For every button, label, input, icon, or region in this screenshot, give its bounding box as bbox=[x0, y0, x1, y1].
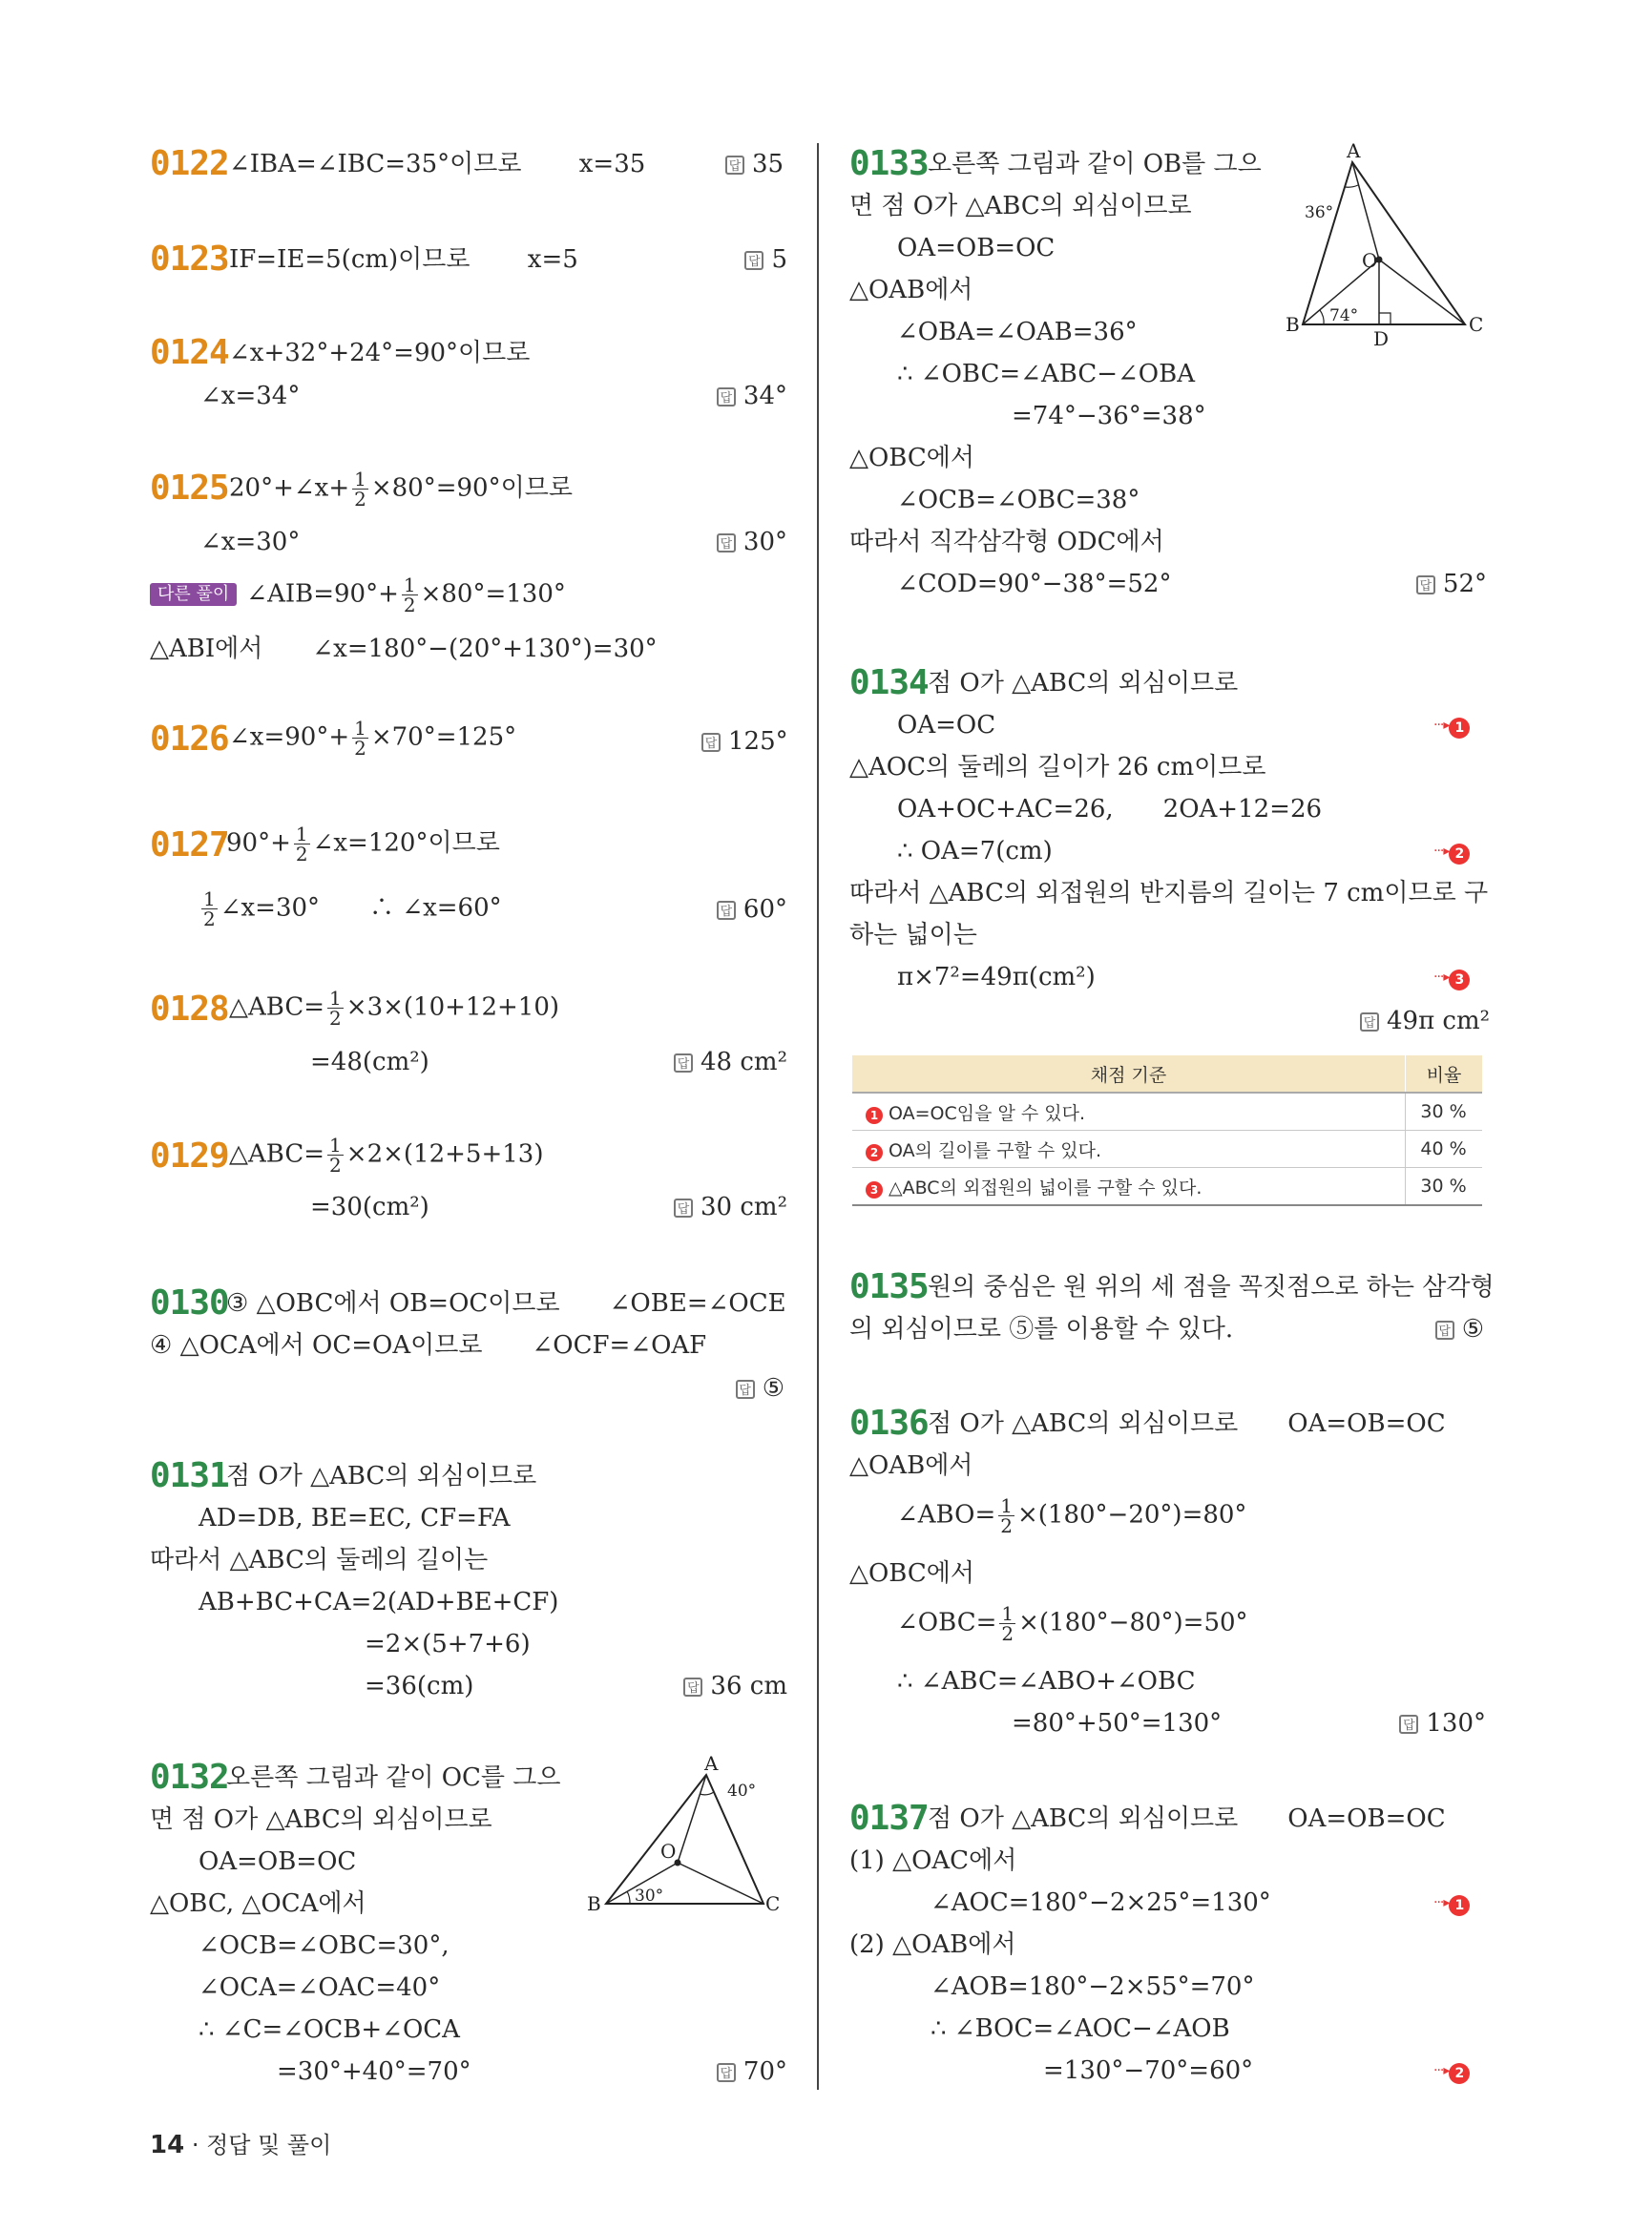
table-row: 1 OA=OC임을 알 수 있다. 30 % bbox=[852, 1093, 1482, 1131]
problem-number: 0123 bbox=[150, 240, 229, 279]
problem-number: 0124 bbox=[150, 333, 229, 372]
expr: ×80°=130° bbox=[420, 579, 566, 609]
fraction: $\frac{1}{2}$ bbox=[295, 823, 308, 865]
column-divider bbox=[817, 143, 819, 2090]
page-footer: 14 · 정답 및 풀이 bbox=[150, 2131, 332, 2159]
criterion-ratio: 30 % bbox=[1406, 1093, 1483, 1131]
answer-icon: 답 bbox=[701, 733, 721, 752]
solution-line: ∠x+32°+24°=90°이므로 bbox=[229, 339, 531, 367]
solution-line: 오른쪽 그림과 같이 OC를 그으 bbox=[226, 1763, 561, 1792]
answer bbox=[740, 243, 787, 276]
vertex-label: A bbox=[704, 1756, 719, 1775]
expr: ×80°=90°이므로 bbox=[370, 473, 573, 503]
answer-value: ⑤ bbox=[762, 1374, 784, 1403]
solution-line: OA=OB=OC bbox=[199, 1847, 357, 1876]
answer-value: 35 bbox=[752, 150, 784, 178]
solution-line: ∠x=30° bbox=[200, 528, 301, 556]
alt-solution-badge: 다른 풀이 bbox=[150, 583, 237, 606]
angle-label: 74° bbox=[1329, 306, 1359, 325]
step-marker: ···▸ 2 bbox=[1433, 835, 1470, 868]
solution-line: ∴ ∠ABC=∠ABO+∠OBC bbox=[897, 1667, 1196, 1696]
problem-number: 0133 bbox=[849, 144, 929, 183]
answer-icon: 답 bbox=[674, 1053, 693, 1073]
solution-line: 오른쪽 그림과 같이 OB를 그으 bbox=[928, 150, 1262, 178]
answer-value: 30 cm² bbox=[701, 1193, 787, 1221]
answer-value: 70° bbox=[742, 2057, 787, 2086]
answer-value: 130° bbox=[1426, 1709, 1486, 1738]
solution-line: △ABC= $\frac{1}{2}$ ×2×(12+5+13) bbox=[229, 1134, 544, 1177]
vertex-label: O bbox=[1362, 249, 1378, 272]
solution-line: ③ △OBC에서 OB=OC이므로 ∠OBE=∠OCE bbox=[226, 1289, 786, 1318]
solution-line bbox=[150, 575, 566, 615]
fraction: $\frac{1}{2}$ bbox=[329, 1134, 342, 1177]
answer-icon: 답 bbox=[1399, 1715, 1418, 1734]
solution-line: ∴ ∠BOC=∠AOC−∠AOB bbox=[931, 2014, 1230, 2043]
answer-icon: 답 bbox=[725, 156, 744, 175]
answer bbox=[711, 526, 787, 558]
solution-line: ∠OCB=∠OBC=30°, bbox=[199, 1931, 450, 1960]
answer bbox=[711, 2055, 787, 2088]
answer bbox=[673, 1046, 787, 1078]
solution-line: 점 O가 △ABC의 외심이므로 OA=OB=OC bbox=[928, 1409, 1446, 1438]
solution-line: ∴ OA=7(cm) bbox=[897, 837, 1053, 865]
answer-value: 48 cm² bbox=[701, 1048, 787, 1076]
solution-line: OA+OC+AC=26, 2OA+12=26 bbox=[897, 795, 1323, 824]
solution-line: ④ △OCA에서 OC=OA이므로 ∠OCF=∠OAF bbox=[150, 1331, 707, 1360]
solution-line: ∠x=34° bbox=[200, 382, 301, 410]
answer-icon: 답 bbox=[717, 387, 736, 407]
triangle-figure-0133 bbox=[1284, 143, 1489, 348]
solution-line: 90°+ $\frac{1}{2}$ ∠x=120°이므로 bbox=[226, 823, 500, 865]
solution-line: IF=IE=5(cm)이므로 x=5 bbox=[229, 245, 578, 274]
problem-number: 0137 bbox=[849, 1799, 929, 1838]
answer-icon: 답 bbox=[717, 901, 736, 920]
solution-line: ∠IBA=∠IBC=35°이므로 x=35 bbox=[229, 150, 646, 178]
answer-value: ⑤ bbox=[1461, 1315, 1484, 1344]
step-marker: ···▸ 3 bbox=[1433, 961, 1470, 994]
answer bbox=[1360, 1005, 1489, 1037]
answer-value: 30° bbox=[742, 528, 787, 556]
answer bbox=[1425, 1313, 1484, 1345]
angle-label: 36° bbox=[1305, 203, 1334, 222]
answer-icon: 답 bbox=[717, 533, 736, 553]
solution-line: =30(cm²) bbox=[310, 1193, 429, 1221]
solution-line: 면 점 O가 △ABC의 외심이므로 bbox=[849, 192, 1192, 220]
solution-line: =130°−70°=60° bbox=[1043, 2056, 1254, 2085]
solution-line: ∠OCA=∠OAC=40° bbox=[199, 1973, 441, 2002]
solution-line: =74°−36°=38° bbox=[1012, 402, 1206, 430]
step-marker: ···▸ 1 bbox=[1433, 1887, 1470, 1920]
answer bbox=[1411, 568, 1487, 600]
answer-icon: 답 bbox=[683, 1678, 702, 1697]
fraction: $\frac{1}{2}$ bbox=[354, 468, 366, 511]
answer-icon: 답 bbox=[1416, 575, 1435, 594]
answer bbox=[711, 893, 787, 926]
solution-line: 점 O가 △ABC의 외심이므로 OA=OB=OC bbox=[928, 1804, 1446, 1833]
step-marker: ···▸ 2 bbox=[1433, 2054, 1470, 2088]
problem-number: 0132 bbox=[150, 1758, 229, 1797]
answer-icon: 답 bbox=[717, 2063, 736, 2082]
fraction: $\frac{1}{2}$ bbox=[403, 573, 416, 616]
problem-number: 0136 bbox=[849, 1404, 929, 1443]
solution-line: △AOC의 둘레의 길이가 26 cm이므로 bbox=[849, 753, 1266, 782]
vertex-label: A bbox=[1347, 143, 1361, 162]
solution-line: ∠OBC= $\frac{1}{2}$ ×(180°−80°)=50° bbox=[897, 1602, 1248, 1645]
triangle bbox=[1303, 162, 1465, 324]
table-row: 3 △ABC의 외접원의 넓이를 구할 수 있다. 30 % bbox=[852, 1168, 1482, 1206]
problem-number: 0131 bbox=[150, 1456, 229, 1495]
solution-line: 하는 넓이는 bbox=[849, 921, 977, 949]
criterion-ratio: 40 % bbox=[1406, 1131, 1483, 1168]
problem-number: 0127 bbox=[150, 825, 229, 865]
answer-icon: 답 bbox=[1360, 1012, 1379, 1032]
scoring-table bbox=[852, 1055, 1482, 1206]
expr: 20°+∠x+ bbox=[229, 473, 350, 503]
criterion-ratio: 30 % bbox=[1406, 1168, 1483, 1206]
solution-line: △OBC, △OCA에서 bbox=[150, 1889, 366, 1918]
answer-icon: 답 bbox=[674, 1199, 693, 1218]
solution-line: △OBC에서 bbox=[849, 444, 975, 472]
answer-icon: 답 bbox=[1435, 1321, 1454, 1340]
answer bbox=[1398, 1707, 1486, 1740]
table-header: 비율 bbox=[1406, 1055, 1483, 1093]
solution-line: △OBC에서 bbox=[849, 1559, 975, 1588]
solution-line: AB+BC+CA=2(AD+BE+CF) bbox=[199, 1588, 559, 1616]
solution-line: 따라서 △ABC의 둘레의 길이는 bbox=[150, 1546, 489, 1574]
solution-line: (1) △OAC에서 bbox=[849, 1846, 1017, 1875]
solution-line: 점 O가 △ABC의 외심이므로 bbox=[226, 1462, 537, 1491]
solution-line: ∠OBA=∠OAB=36° bbox=[897, 318, 1138, 346]
solution-line: 의 외심이므로 ⑤를 이용할 수 있다. bbox=[849, 1315, 1234, 1344]
solution-line: ∠OCB=∠OBC=38° bbox=[897, 486, 1140, 514]
solution-line: π×7²=49π(cm²) bbox=[897, 963, 1096, 991]
problem-number: 0129 bbox=[150, 1136, 229, 1176]
problem-number: 0135 bbox=[849, 1267, 929, 1306]
answer-icon: 답 bbox=[744, 251, 763, 270]
solution-line: △OAB에서 bbox=[849, 1451, 973, 1480]
answer-value: 34° bbox=[742, 382, 787, 410]
vertex-label: C bbox=[765, 1892, 781, 1915]
solution-line: 면 점 O가 △ABC의 외심이므로 bbox=[150, 1805, 492, 1834]
fraction: $\frac{1}{2}$ bbox=[329, 987, 342, 1030]
answer-icon: 답 bbox=[736, 1380, 755, 1399]
table-row: 2 OA의 길이를 구할 수 있다. 40 % bbox=[852, 1131, 1482, 1168]
solution-line: =80°+50°=130° bbox=[1012, 1709, 1223, 1738]
triangle-figure-0132 bbox=[582, 1756, 783, 1923]
solution-line: △ABC= $\frac{1}{2}$ ×3×(10+12+10) bbox=[229, 987, 560, 1030]
solution-line: ∠x=90°+ $\frac{1}{2}$ ×70°=125° bbox=[229, 717, 517, 760]
solution-line: ∴ ∠OBC=∠ABC−∠OBA bbox=[897, 360, 1195, 388]
answer bbox=[725, 148, 783, 180]
criterion-text: OA의 길이를 구할 수 있다. bbox=[889, 1139, 1102, 1161]
fraction: $\frac{1}{2}$ bbox=[354, 717, 366, 760]
answer-value: 125° bbox=[728, 727, 788, 756]
expr: ∠AIB=90°+ bbox=[246, 579, 399, 609]
answer-value: 49π cm² bbox=[1387, 1007, 1491, 1035]
answer bbox=[673, 1191, 787, 1223]
problem-number: 0128 bbox=[150, 990, 229, 1029]
step-marker: ···▸ 1 bbox=[1433, 709, 1470, 742]
solution-line: =48(cm²) bbox=[310, 1048, 429, 1076]
solution-line: ∴ ∠C=∠OCB+∠OCA bbox=[199, 2015, 460, 2044]
fraction: $\frac{1}{2}$ bbox=[1000, 1494, 1013, 1537]
solution-line: △ABI에서 ∠x=180°−(20°+130°)=30° bbox=[150, 635, 658, 663]
solution-line: ∠AOB=180°−2×55°=70° bbox=[931, 1972, 1255, 2001]
solution-line: (2) △OAB에서 bbox=[849, 1930, 1016, 1959]
fraction: $\frac{1}{2}$ bbox=[203, 887, 216, 930]
answer-value: 5 bbox=[771, 245, 787, 274]
vertex-label: B bbox=[587, 1892, 601, 1915]
solution-line bbox=[229, 469, 573, 509]
solution-line: 점 O가 △ABC의 외심이므로 bbox=[928, 669, 1239, 698]
solution-line: AD=DB, BE=EC, CF=FA bbox=[199, 1504, 511, 1533]
problem-number: 0130 bbox=[150, 1283, 229, 1323]
problem-number: 0122 bbox=[150, 144, 229, 183]
angle-label: 30° bbox=[635, 1887, 664, 1906]
page-number: 14 bbox=[150, 2131, 185, 2159]
footer-label: 정답 및 풀이 bbox=[206, 2132, 332, 2158]
solution-line: 따라서 △ABC의 외접원의 반지름의 길이는 7 cm이므로 구 bbox=[849, 879, 1489, 907]
vertex-label: B bbox=[1286, 313, 1300, 336]
answer-value: 52° bbox=[1442, 570, 1487, 598]
criterion-text: OA=OC임을 알 수 있다. bbox=[889, 1102, 1086, 1124]
answer bbox=[725, 1372, 784, 1405]
solution-line: △OAB에서 bbox=[849, 276, 973, 304]
solution-line: =2×(5+7+6) bbox=[365, 1630, 531, 1658]
problem-number: 0134 bbox=[849, 663, 929, 702]
problem-number: 0125 bbox=[150, 469, 229, 508]
answer bbox=[711, 380, 787, 412]
vertex-label: C bbox=[1469, 313, 1484, 336]
solution-line: ∠COD=90°−38°=52° bbox=[897, 570, 1172, 598]
answer-value: 36 cm bbox=[710, 1672, 787, 1700]
solution-line: ∠AOC=180°−2×25°=130° bbox=[931, 1888, 1271, 1917]
problem-number: 0126 bbox=[150, 719, 229, 759]
solution-line: =30°+40°=70° bbox=[277, 2057, 471, 2086]
solution-line: OA=OC bbox=[897, 711, 996, 740]
fraction: $\frac{1}{2}$ bbox=[1001, 1602, 1014, 1645]
table-header: 채점 기준 bbox=[852, 1055, 1406, 1093]
solution-line: =36(cm) bbox=[365, 1672, 474, 1700]
solution-line: OA=OB=OC bbox=[897, 234, 1056, 262]
answer bbox=[682, 1670, 787, 1702]
solution-line: 따라서 직각삼각형 ODC에서 bbox=[849, 528, 1164, 556]
answer-value: 60° bbox=[742, 895, 787, 924]
answer bbox=[701, 725, 787, 758]
solution-line: ∠ABO= $\frac{1}{2}$ ×(180°−20°)=80° bbox=[897, 1494, 1247, 1537]
criterion-text: △ABC의 외접원의 넓이를 구할 수 있다. bbox=[889, 1177, 1202, 1199]
vertex-label: D bbox=[1373, 327, 1390, 348]
solution-line: $\frac{1}{2}$ ∠x=30° ∴ ∠x=60° bbox=[203, 887, 502, 930]
solution-line: 원의 중심은 원 위의 세 점을 꼭짓점으로 하는 삼각형 bbox=[928, 1273, 1495, 1302]
angle-label: 40° bbox=[727, 1782, 757, 1801]
vertex-label: O bbox=[660, 1840, 677, 1863]
